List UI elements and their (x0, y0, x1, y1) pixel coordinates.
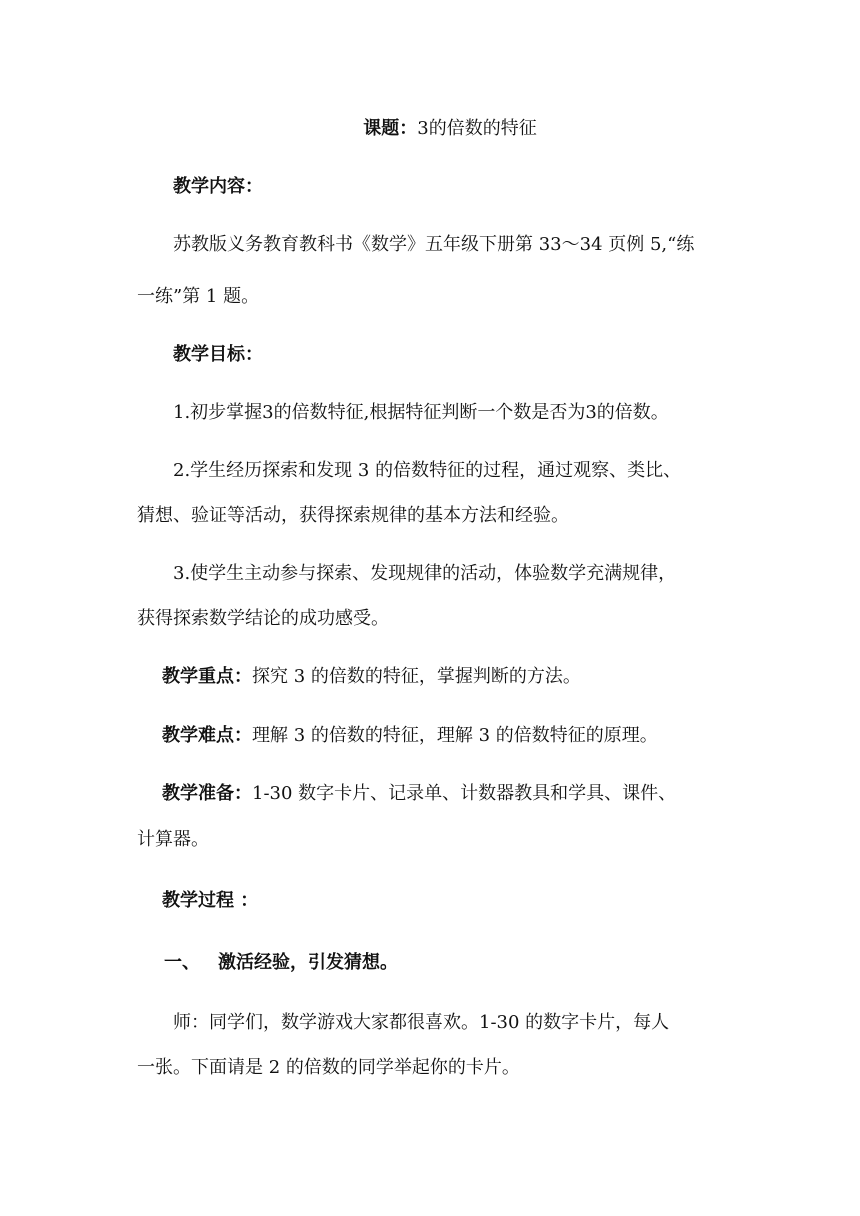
preparation-line-2: 计算器。 (137, 829, 209, 850)
preparation-text: 1-30 数字卡片、记录单、计数器教具和学具、课件、 (252, 783, 677, 804)
process-heading: 教学过程 ： (162, 890, 259, 911)
content-line-1: 苏教版义务教育教科书《数学》五年级下册第 33～34 页例 5,“练 (173, 234, 695, 255)
section-1-heading (164, 950, 398, 976)
teacher-line-1: 师：同学们，数学游戏大家都很喜欢。1-30 的数字卡片，每人 (173, 1012, 670, 1033)
goals-heading: 教学目标： (173, 344, 263, 365)
difficulty-label: 教学难点： (162, 725, 252, 746)
key-point-text: 探究 3 的倍数的特征，掌握判断的方法。 (252, 666, 581, 687)
content-heading: 教学内容： (173, 176, 263, 197)
lesson-title-text: 3的倍数的特征 (417, 118, 537, 139)
goal-3-line-1: 3.使学生主动参与探索、发现规律的活动，体验数学充满规律， (173, 563, 677, 584)
teacher-line-2: 一张。下面请是 2 的倍数的同学举起你的卡片。 (137, 1057, 520, 1078)
goal-2-line-2: 猜想、验证等活动，获得探索规律的基本方法和经验。 (137, 505, 569, 526)
difficulty-text: 理解 3 的倍数的特征，理解 3 的倍数特征的原理。 (252, 725, 658, 746)
goal-3-line-2: 获得探索数学结论的成功感受。 (137, 608, 389, 629)
content-line-2: 一练”第 1 题。 (137, 286, 260, 307)
lesson-title (0, 116, 860, 142)
key-point-label: 教学重点： (162, 666, 252, 687)
key-point (162, 664, 581, 690)
lesson-title-label: 课题： (363, 118, 418, 139)
difficulty (162, 723, 658, 749)
preparation-label: 教学准备： (162, 783, 252, 804)
preparation-line-1 (162, 781, 676, 807)
section-1-title: 激活经验，引发猜想。 (218, 952, 398, 973)
goal-1: 1.初步掌握3的倍数特征,根据特征判断一个数是否为3的倍数。 (173, 402, 669, 423)
goal-2-line-1: 2.学生经历探索和发现 3 的倍数特征的过程，通过观察、类比、 (173, 460, 682, 481)
section-1-number: 一、 (164, 952, 200, 973)
